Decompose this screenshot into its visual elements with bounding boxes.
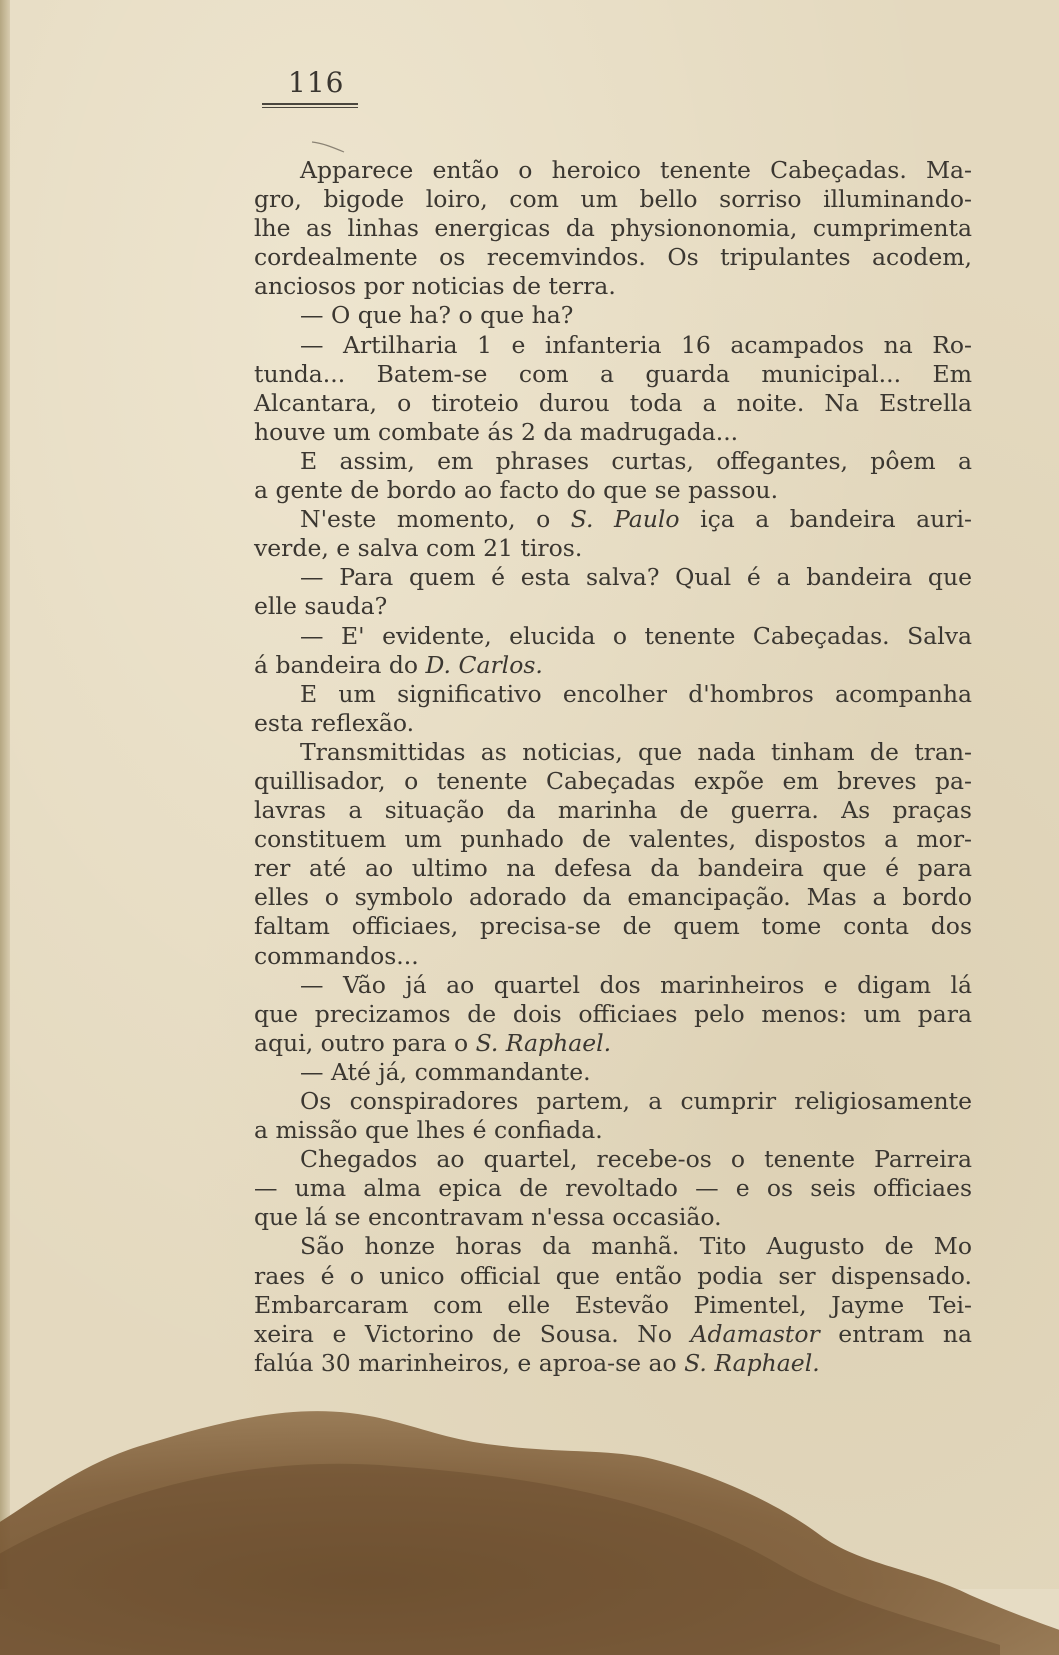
text-run: xeira e Victorino de Sousa. No [254,1319,691,1348]
text-run: N'este momento, o [300,505,571,534]
text-line [254,1320,972,1349]
italic-name: S. Raphael. [475,1028,612,1057]
text-line: lhe as linhas energicas da physiononomia, cumprimenta [254,214,972,243]
text-line: constituem um punhado de valentes, dispostos a mor- [254,825,972,854]
italic-name: S. Raphael. [684,1348,820,1377]
text-line: commandos... [254,941,419,970]
text-line: quillisador, o tenente Cabeçadas expõe em breves pa- [254,766,972,795]
text-line: que lá se encontravam n'essa occasião. [254,1203,722,1232]
text-line: Os conspiradores partem, a cumprir religiosamente [300,1087,972,1115]
text-line: elle sauda? [254,592,388,621]
text-line: Embarcaram com elle Estevão Pimentel, Jayme Tei- [254,1290,972,1319]
italic-name: D. Carlos. [425,650,543,679]
text-line: Apparece então o heroico tenente Cabeçadas. Ma- [300,156,972,184]
text-line: — Até já, commandante. [300,1057,591,1086]
text-line: raes é o unico official que então podia ser dispensado. [254,1261,972,1290]
text-line [254,1349,972,1378]
page-number: 116 [288,66,345,99]
text-line: rer até ao ultimo na defesa da bandeira que é para [254,854,972,883]
text-line: E assim, em phrases curtas, offegantes, pôem a [300,446,972,475]
text-line: Alcantara, o tiroteio durou toda a noite. Na Estrella [254,388,972,417]
text-line: gro, bigode loiro, com um bello sorriso illuminando- [254,185,972,214]
text-line [254,1029,972,1058]
text-line: tunda... Batem-se com a guarda municipal... Em [254,359,972,388]
text-line: que precizamos de dois officiaes pelo menos: um para [254,999,972,1028]
text-line: faltam officiaes, precisa-se de quem tome conta dos [254,912,972,941]
text-line: — Vão já ao quartel dos marinheiros e digam lá [300,970,972,999]
text-line: a missão que lhes é confiada. [254,1116,603,1145]
italic-name: S. Paulo [570,505,680,534]
ink-mark [310,140,346,154]
text-run: aqui, outro para o [254,1028,476,1057]
water-stain [0,1395,1059,1655]
italic-name: Adamastor [690,1319,820,1348]
text-line: cordealmente os recemvindos. Os tripulantes acodem, [254,243,972,272]
text-run: falúa 30 marinheiros, e aproa-se ao [254,1348,685,1377]
text-line: elles o symbolo adorado da emancipação. Mas a bordo [254,883,972,912]
text-line: — uma alma epica de revoltado — e os seis officiaes [254,1174,972,1203]
text-line: Chegados ao quartel, recebe-os o tenente Parreira [300,1145,972,1174]
page-left-edge [0,0,10,1589]
text-line: — E' evidente, elucida o tenente Cabeçadas. Salva [300,621,972,650]
text-line: Transmittidas as noticias, que nada tinham de tran- [300,737,972,766]
text-run: iça a bandeira auri- [679,505,972,534]
text-line: São honze horas da manhã. Tito Augusto de Mo [300,1232,972,1261]
text-line: verde, e salva com 21 tiros. [254,534,583,563]
text-line: lavras a situação da marinha de guerra. As praças [254,796,972,825]
text-line: anciosos por noticias de terra. [254,272,616,301]
body-text [254,156,972,1378]
text-line: — Artilharia 1 e infanteria 16 acampados na Ro- [300,330,972,359]
text-line: — Para quem é esta salva? Qual é a bandeira que [300,563,972,592]
text-line [254,505,972,534]
text-line: esta reflexão. [254,708,415,737]
page-number-underline [262,103,358,108]
text-line: a gente de bordo ao facto do que se passou. [254,476,779,505]
text-line: houve um combate ás 2 da madrugada... [254,417,739,446]
text-line: E um significativo encolher d'hombros acompanha [300,679,972,708]
text-run: á bandeira do [254,650,426,679]
text-run: entram na [819,1319,972,1348]
text-line [254,651,972,680]
text-line: — O que ha? o que ha? [300,301,574,330]
